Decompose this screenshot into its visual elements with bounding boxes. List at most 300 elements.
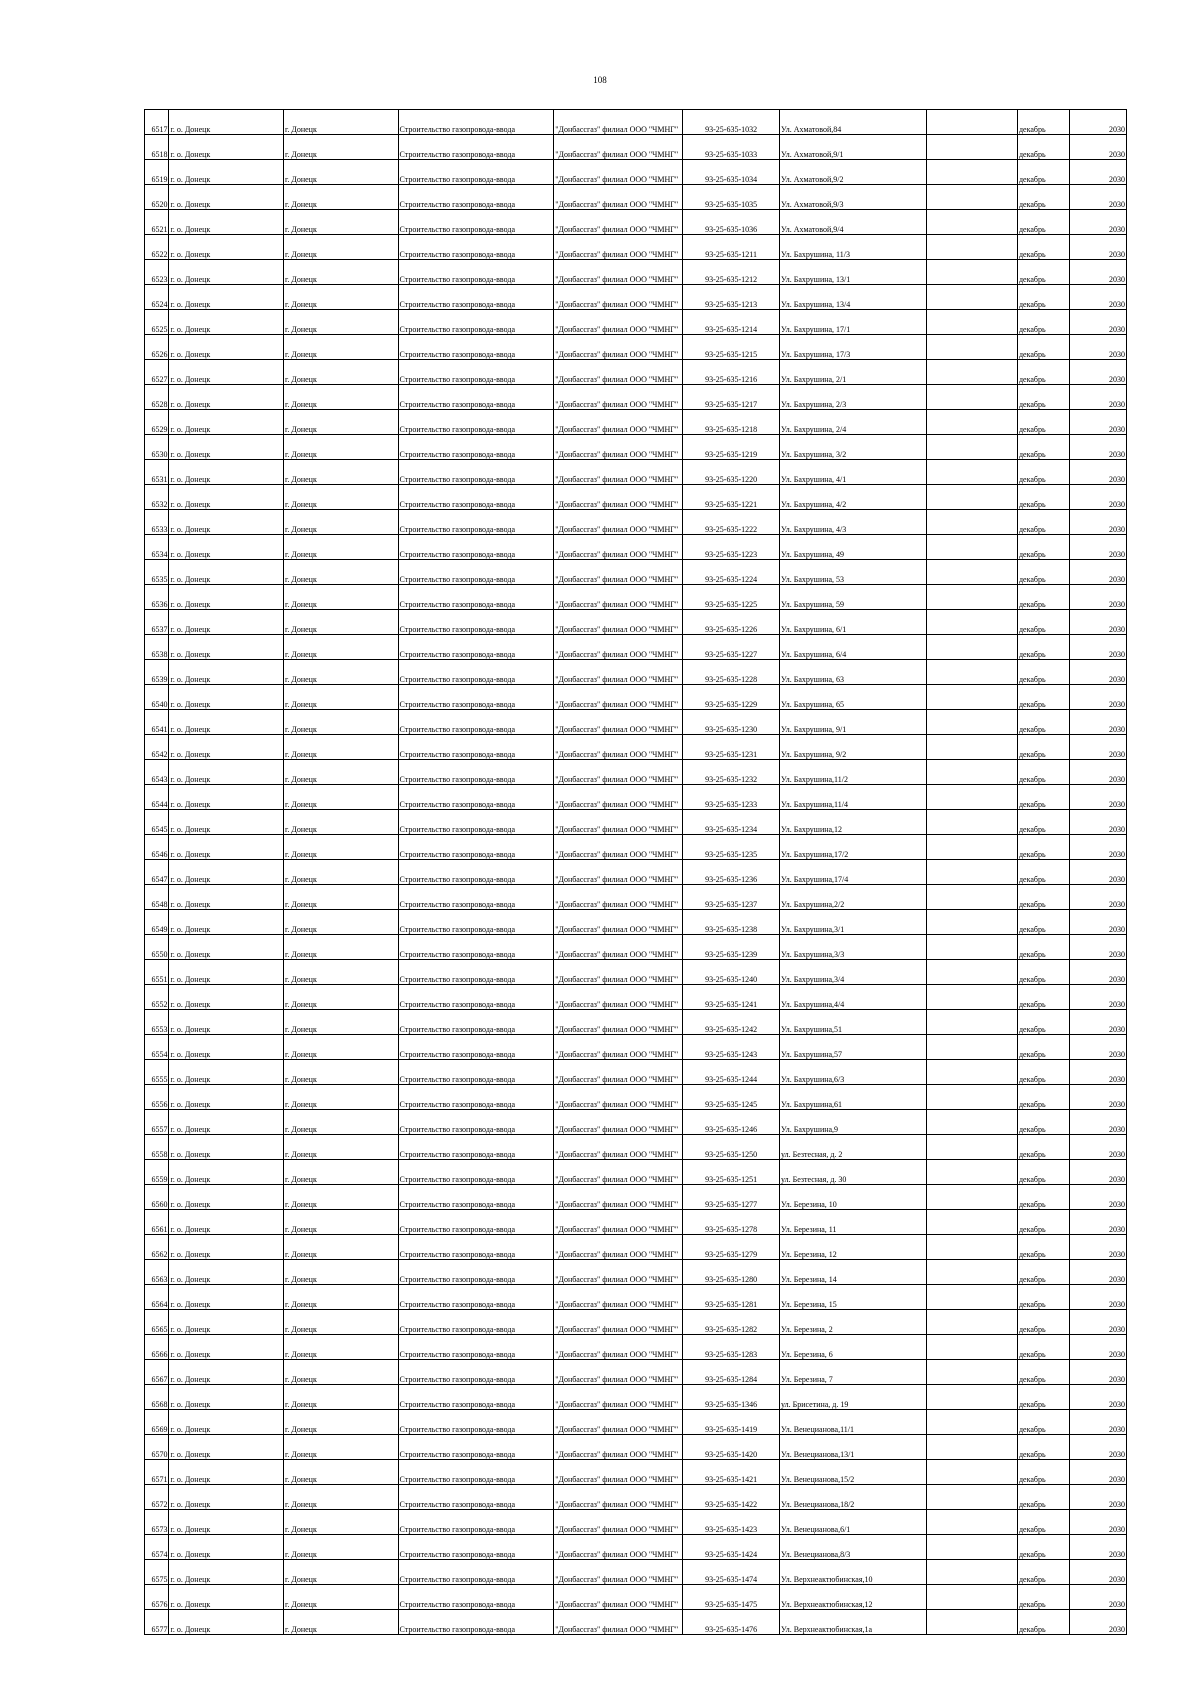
organization-cell: "Донбассгаз" филиал ООО "ЧМНГ": [554, 1560, 683, 1585]
city-cell: г. Донецк: [284, 260, 399, 285]
note-cell: [926, 1210, 1017, 1235]
work-type-cell: Строительство газопровода-ввода: [398, 1485, 554, 1510]
note-cell: [926, 585, 1017, 610]
city-cell: г. Донецк: [284, 210, 399, 235]
year-cell: 2030: [1070, 1485, 1127, 1510]
address-cell: Ул. Бахрушина,57: [779, 1035, 926, 1060]
work-type-cell: Строительство газопровода-ввода: [398, 110, 554, 135]
city-cell: г. Донецк: [284, 310, 399, 335]
month-cell: декабрь: [1017, 1385, 1069, 1410]
district-cell: г. о. Донецк: [169, 285, 284, 310]
object-code-cell: 93-25-635-1346: [683, 1385, 780, 1410]
organization-cell: "Донбассгаз" филиал ООО "ЧМНГ": [554, 1535, 683, 1560]
note-cell: [926, 1360, 1017, 1385]
year-cell: 2030: [1070, 310, 1127, 335]
month-cell: декабрь: [1017, 1585, 1069, 1610]
address-cell: Ул. Березина, 7: [779, 1360, 926, 1385]
object-code-cell: 93-25-635-1230: [683, 710, 780, 735]
district-cell: г. о. Донецк: [169, 885, 284, 910]
year-cell: 2030: [1070, 885, 1127, 910]
table-row: [145, 260, 1127, 285]
year-cell: 2030: [1070, 1160, 1127, 1185]
note-cell: [926, 885, 1017, 910]
table-row: [145, 1460, 1127, 1485]
address-cell: Ул. Бахрушина, 4/2: [779, 485, 926, 510]
address-cell: Ул. Венецианова,11/1: [779, 1410, 926, 1435]
object-code-cell: 93-25-635-1279: [683, 1235, 780, 1260]
year-cell: 2030: [1070, 185, 1127, 210]
district-cell: г. о. Донецк: [169, 960, 284, 985]
year-cell: 2030: [1070, 460, 1127, 485]
row-number-cell: 6545: [145, 810, 169, 835]
address-cell: Ул. Бахрушина, 4/1: [779, 460, 926, 485]
work-type-cell: Строительство газопровода-ввода: [398, 1460, 554, 1485]
work-type-cell: Строительство газопровода-ввода: [398, 660, 554, 685]
note-cell: [926, 1260, 1017, 1285]
note-cell: [926, 435, 1017, 460]
work-type-cell: Строительство газопровода-ввода: [398, 1610, 554, 1635]
row-number-cell: 6556: [145, 1085, 169, 1110]
year-cell: 2030: [1070, 1385, 1127, 1410]
organization-cell: "Донбассгаз" филиал ООО "ЧМНГ": [554, 1060, 683, 1085]
year-cell: 2030: [1070, 1035, 1127, 1060]
work-type-cell: Строительство газопровода-ввода: [398, 785, 554, 810]
city-cell: г. Донецк: [284, 160, 399, 185]
note-cell: [926, 1235, 1017, 1260]
city-cell: г. Донецк: [284, 185, 399, 210]
work-type-cell: Строительство газопровода-ввода: [398, 360, 554, 385]
row-number-cell: 6570: [145, 1435, 169, 1460]
object-code-cell: 93-25-635-1280: [683, 1260, 780, 1285]
note-cell: [926, 1335, 1017, 1360]
year-cell: 2030: [1070, 435, 1127, 460]
organization-cell: "Донбассгаз" филиал ООО "ЧМНГ": [554, 310, 683, 335]
year-cell: 2030: [1070, 710, 1127, 735]
work-type-cell: Строительство газопровода-ввода: [398, 1210, 554, 1235]
work-type-cell: Строительство газопровода-ввода: [398, 1510, 554, 1535]
table-row: [145, 685, 1127, 710]
object-code-cell: 93-25-635-1419: [683, 1410, 780, 1435]
city-cell: г. Донецк: [284, 1085, 399, 1110]
work-type-cell: Строительство газопровода-ввода: [398, 460, 554, 485]
note-cell: [926, 1110, 1017, 1135]
address-cell: Ул. Бахрушина,11/4: [779, 785, 926, 810]
row-number-cell: 6536: [145, 585, 169, 610]
organization-cell: "Донбассгаз" филиал ООО "ЧМНГ": [554, 1510, 683, 1535]
address-cell: Ул. Бахрушина, 11/3: [779, 235, 926, 260]
organization-cell: "Донбассгаз" филиал ООО "ЧМНГ": [554, 360, 683, 385]
table-row: [145, 235, 1127, 260]
object-code-cell: 93-25-635-1032: [683, 110, 780, 135]
row-number-cell: 6520: [145, 185, 169, 210]
year-cell: 2030: [1070, 1210, 1127, 1235]
table-row: [145, 810, 1127, 835]
row-number-cell: 6540: [145, 685, 169, 710]
table-row: [145, 710, 1127, 735]
district-cell: г. о. Донецк: [169, 910, 284, 935]
year-cell: 2030: [1070, 285, 1127, 310]
row-number-cell: 6566: [145, 1335, 169, 1360]
organization-cell: "Донбассгаз" филиал ООО "ЧМНГ": [554, 1360, 683, 1385]
organization-cell: "Донбассгаз" филиал ООО "ЧМНГ": [554, 960, 683, 985]
month-cell: декабрь: [1017, 435, 1069, 460]
address-cell: Ул. Бахрушина, 63: [779, 660, 926, 685]
city-cell: г. Донецк: [284, 1485, 399, 1510]
work-type-cell: Строительство газопровода-ввода: [398, 410, 554, 435]
year-cell: 2030: [1070, 410, 1127, 435]
table-row: [145, 760, 1127, 785]
city-cell: г. Донецк: [284, 1135, 399, 1160]
note-cell: [926, 235, 1017, 260]
district-cell: г. о. Донецк: [169, 1210, 284, 1235]
object-code-cell: 93-25-635-1228: [683, 660, 780, 685]
organization-cell: "Донбассгаз" филиал ООО "ЧМНГ": [554, 1210, 683, 1235]
year-cell: 2030: [1070, 1260, 1127, 1285]
district-cell: г. о. Донецк: [169, 860, 284, 885]
note-cell: [926, 460, 1017, 485]
row-number-cell: 6523: [145, 260, 169, 285]
note-cell: [926, 860, 1017, 885]
month-cell: декабрь: [1017, 1535, 1069, 1560]
table-row: [145, 410, 1127, 435]
year-cell: 2030: [1070, 135, 1127, 160]
district-cell: г. о. Донецк: [169, 160, 284, 185]
object-code-cell: 93-25-635-1235: [683, 835, 780, 860]
month-cell: декабрь: [1017, 210, 1069, 235]
year-cell: 2030: [1070, 660, 1127, 685]
table-row: [145, 1310, 1127, 1335]
table-row: [145, 1010, 1127, 1035]
district-cell: г. о. Донецк: [169, 810, 284, 835]
address-cell: Ул. Бахрушина, 3/2: [779, 435, 926, 460]
table-row: [145, 110, 1127, 135]
address-cell: Ул. Бахрушина, 13/4: [779, 285, 926, 310]
table-row: [145, 1485, 1127, 1510]
work-type-cell: Строительство газопровода-ввода: [398, 185, 554, 210]
organization-cell: "Донбассгаз" филиал ООО "ЧМНГ": [554, 435, 683, 460]
organization-cell: "Донбассгаз" филиал ООО "ЧМНГ": [554, 460, 683, 485]
address-cell: Ул. Березина, 11: [779, 1210, 926, 1235]
organization-cell: "Донбассгаз" филиал ООО "ЧМНГ": [554, 385, 683, 410]
city-cell: г. Донецк: [284, 885, 399, 910]
object-code-cell: 93-25-635-1284: [683, 1360, 780, 1385]
address-cell: Ул. Бахрушина,11/2: [779, 760, 926, 785]
object-code-cell: 93-25-635-1421: [683, 1460, 780, 1485]
organization-cell: "Донбассгаз" филиал ООО "ЧМНГ": [554, 1610, 683, 1635]
month-cell: декабрь: [1017, 1110, 1069, 1135]
address-cell: Ул. Бахрушина, 65: [779, 685, 926, 710]
address-cell: Ул. Бахрушина, 9/1: [779, 710, 926, 735]
year-cell: 2030: [1070, 835, 1127, 860]
month-cell: декабрь: [1017, 360, 1069, 385]
table-row: [145, 1260, 1127, 1285]
note-cell: [926, 910, 1017, 935]
table-row: [145, 385, 1127, 410]
table-row: [145, 985, 1127, 1010]
object-code-cell: 93-25-635-1282: [683, 1310, 780, 1335]
address-cell: Ул. Венецианова,6/1: [779, 1510, 926, 1535]
month-cell: декабрь: [1017, 735, 1069, 760]
work-type-cell: Строительство газопровода-ввода: [398, 860, 554, 885]
work-type-cell: Строительство газопровода-ввода: [398, 310, 554, 335]
address-cell: Ул. Бахрушина, 49: [779, 535, 926, 560]
work-type-cell: Строительство газопровода-ввода: [398, 1185, 554, 1210]
city-cell: г. Донецк: [284, 1160, 399, 1185]
year-cell: 2030: [1070, 1585, 1127, 1610]
object-code-cell: 93-25-635-1033: [683, 135, 780, 160]
address-cell: Ул. Бахрушина, 2/4: [779, 410, 926, 435]
row-number-cell: 6573: [145, 1510, 169, 1535]
city-cell: г. Донецк: [284, 1035, 399, 1060]
month-cell: декабрь: [1017, 185, 1069, 210]
month-cell: декабрь: [1017, 535, 1069, 560]
month-cell: декабрь: [1017, 835, 1069, 860]
month-cell: декабрь: [1017, 260, 1069, 285]
note-cell: [926, 1285, 1017, 1310]
address-cell: Ул. Бахрушина, 2/3: [779, 385, 926, 410]
address-cell: Ул. Верхнеактюбинская,12: [779, 1585, 926, 1610]
table-body: [145, 110, 1127, 1635]
work-type-cell: Строительство газопровода-ввода: [398, 610, 554, 635]
row-number-cell: 6550: [145, 935, 169, 960]
city-cell: г. Донецк: [284, 685, 399, 710]
district-cell: г. о. Донецк: [169, 985, 284, 1010]
year-cell: 2030: [1070, 485, 1127, 510]
work-type-cell: Строительство газопровода-ввода: [398, 960, 554, 985]
organization-cell: "Донбассгаз" филиал ООО "ЧМНГ": [554, 1460, 683, 1485]
table-row: [145, 160, 1127, 185]
year-cell: 2030: [1070, 685, 1127, 710]
year-cell: 2030: [1070, 1360, 1127, 1385]
object-code-cell: 93-25-635-1234: [683, 810, 780, 835]
table-row: [145, 310, 1127, 335]
city-cell: г. Донецк: [284, 1585, 399, 1610]
district-cell: г. о. Донецк: [169, 1535, 284, 1560]
note-cell: [926, 385, 1017, 410]
work-type-cell: Строительство газопровода-ввода: [398, 1385, 554, 1410]
year-cell: 2030: [1070, 510, 1127, 535]
note-cell: [926, 1310, 1017, 1335]
note-cell: [926, 485, 1017, 510]
month-cell: декабрь: [1017, 1235, 1069, 1260]
district-cell: г. о. Донецк: [169, 1335, 284, 1360]
city-cell: г. Донецк: [284, 1010, 399, 1035]
object-code-cell: 93-25-635-1232: [683, 760, 780, 785]
work-type-cell: Строительство газопровода-ввода: [398, 835, 554, 860]
work-type-cell: Строительство газопровода-ввода: [398, 635, 554, 660]
row-number-cell: 6527: [145, 360, 169, 385]
month-cell: декабрь: [1017, 785, 1069, 810]
district-cell: г. о. Донецк: [169, 135, 284, 160]
city-cell: г. Донецк: [284, 410, 399, 435]
month-cell: декабрь: [1017, 310, 1069, 335]
object-code-cell: 93-25-635-1476: [683, 1610, 780, 1635]
month-cell: декабрь: [1017, 1285, 1069, 1310]
note-cell: [926, 210, 1017, 235]
table-row: [145, 1135, 1127, 1160]
month-cell: декабрь: [1017, 760, 1069, 785]
year-cell: 2030: [1070, 1410, 1127, 1435]
table-row: [145, 860, 1127, 885]
row-number-cell: 6547: [145, 860, 169, 885]
object-code-cell: 93-25-635-1034: [683, 160, 780, 185]
object-code-cell: 93-25-635-1423: [683, 1510, 780, 1535]
city-cell: г. Донецк: [284, 1610, 399, 1635]
work-type-cell: Строительство газопровода-ввода: [398, 485, 554, 510]
note-cell: [926, 1135, 1017, 1160]
organization-cell: "Донбассгаз" филиал ООО "ЧМНГ": [554, 1235, 683, 1260]
organization-cell: "Донбассгаз" филиал ООО "ЧМНГ": [554, 1385, 683, 1410]
month-cell: декабрь: [1017, 285, 1069, 310]
work-type-cell: Строительство газопровода-ввода: [398, 1235, 554, 1260]
district-cell: г. о. Донецк: [169, 935, 284, 960]
city-cell: г. Донецк: [284, 1310, 399, 1335]
table-row: [145, 1110, 1127, 1135]
row-number-cell: 6537: [145, 610, 169, 635]
month-cell: декабрь: [1017, 1410, 1069, 1435]
object-code-cell: 93-25-635-1250: [683, 1135, 780, 1160]
row-number-cell: 6518: [145, 135, 169, 160]
object-code-cell: 93-25-635-1244: [683, 1060, 780, 1085]
row-number-cell: 6517: [145, 110, 169, 135]
row-number-cell: 6553: [145, 1010, 169, 1035]
address-cell: ул. Безтесная, д. 2: [779, 1135, 926, 1160]
address-cell: Ул. Бахрушина,51: [779, 1010, 926, 1035]
district-cell: г. о. Донецк: [169, 1085, 284, 1110]
city-cell: г. Донецк: [284, 1110, 399, 1135]
address-cell: Ул. Венецианова,18/2: [779, 1485, 926, 1510]
row-number-cell: 6557: [145, 1110, 169, 1135]
city-cell: г. Донецк: [284, 1360, 399, 1385]
year-cell: 2030: [1070, 810, 1127, 835]
row-number-cell: 6572: [145, 1485, 169, 1510]
organization-cell: "Донбассгаз" филиал ООО "ЧМНГ": [554, 285, 683, 310]
year-cell: 2030: [1070, 635, 1127, 660]
year-cell: 2030: [1070, 1285, 1127, 1310]
organization-cell: "Донбассгаз" филиал ООО "ЧМНГ": [554, 910, 683, 935]
organization-cell: "Донбассгаз" филиал ООО "ЧМНГ": [554, 985, 683, 1010]
note-cell: [926, 685, 1017, 710]
work-type-cell: Строительство газопровода-ввода: [398, 1310, 554, 1335]
address-cell: Ул. Бахрушина,9: [779, 1110, 926, 1135]
object-code-cell: 93-25-635-1246: [683, 1110, 780, 1135]
district-cell: г. о. Донецк: [169, 1360, 284, 1385]
city-cell: г. Донецк: [284, 1235, 399, 1260]
organization-cell: "Донбассгаз" филиал ООО "ЧМНГ": [554, 1310, 683, 1335]
address-cell: Ул. Бахрушина, 17/1: [779, 310, 926, 335]
city-cell: г. Донецк: [284, 1210, 399, 1235]
district-cell: г. о. Донецк: [169, 1460, 284, 1485]
address-cell: Ул. Бахрушина,12: [779, 810, 926, 835]
object-code-cell: 93-25-635-1245: [683, 1085, 780, 1110]
address-cell: Ул. Бахрушина,2/2: [779, 885, 926, 910]
row-number-cell: 6561: [145, 1210, 169, 1235]
work-type-cell: Строительство газопровода-ввода: [398, 235, 554, 260]
city-cell: г. Донецк: [284, 1460, 399, 1485]
object-code-cell: 93-25-635-1212: [683, 260, 780, 285]
row-number-cell: 6565: [145, 1310, 169, 1335]
note-cell: [926, 1485, 1017, 1510]
note-cell: [926, 810, 1017, 835]
work-type-cell: Строительство газопровода-ввода: [398, 1260, 554, 1285]
work-type-cell: Строительство газопровода-ввода: [398, 1110, 554, 1135]
city-cell: г. Донецк: [284, 485, 399, 510]
city-cell: г. Донецк: [284, 460, 399, 485]
object-code-cell: 93-25-635-1036: [683, 210, 780, 235]
row-number-cell: 6564: [145, 1285, 169, 1310]
city-cell: г. Донецк: [284, 110, 399, 135]
row-number-cell: 6530: [145, 435, 169, 460]
row-number-cell: 6574: [145, 1535, 169, 1560]
row-number-cell: 6563: [145, 1260, 169, 1285]
note-cell: [926, 760, 1017, 785]
address-cell: Ул. Березина, 14: [779, 1260, 926, 1285]
organization-cell: "Донбассгаз" филиал ООО "ЧМНГ": [554, 660, 683, 685]
work-type-cell: Строительство газопровода-ввода: [398, 1360, 554, 1385]
note-cell: [926, 835, 1017, 860]
city-cell: г. Донецк: [284, 435, 399, 460]
year-cell: 2030: [1070, 1135, 1127, 1160]
note-cell: [926, 185, 1017, 210]
organization-cell: "Донбассгаз" филиал ООО "ЧМНГ": [554, 1185, 683, 1210]
table-row: [145, 1435, 1127, 1460]
object-code-cell: 93-25-635-1229: [683, 685, 780, 710]
year-cell: 2030: [1070, 335, 1127, 360]
organization-cell: "Донбассгаз" филиал ООО "ЧМНГ": [554, 335, 683, 360]
row-number-cell: 6521: [145, 210, 169, 235]
district-cell: г. о. Донецк: [169, 1585, 284, 1610]
city-cell: г. Донецк: [284, 360, 399, 385]
note-cell: [926, 935, 1017, 960]
organization-cell: "Донбассгаз" филиал ООО "ЧМНГ": [554, 1135, 683, 1160]
year-cell: 2030: [1070, 360, 1127, 385]
district-cell: г. о. Донецк: [169, 1035, 284, 1060]
district-cell: г. о. Донецк: [169, 710, 284, 735]
object-code-cell: 93-25-635-1224: [683, 560, 780, 585]
note-cell: [926, 1410, 1017, 1435]
city-cell: г. Донецк: [284, 285, 399, 310]
organization-cell: "Донбассгаз" филиал ООО "ЧМНГ": [554, 935, 683, 960]
organization-cell: "Донбассгаз" филиал ООО "ЧМНГ": [554, 135, 683, 160]
address-cell: Ул. Бахрушина, 17/3: [779, 335, 926, 360]
table-row: [145, 1610, 1127, 1635]
district-cell: г. о. Донецк: [169, 1560, 284, 1585]
note-cell: [926, 610, 1017, 635]
work-type-cell: Строительство газопровода-ввода: [398, 935, 554, 960]
city-cell: г. Донецк: [284, 510, 399, 535]
month-cell: декабрь: [1017, 1435, 1069, 1460]
object-code-cell: 93-25-635-1218: [683, 410, 780, 435]
object-code-cell: 93-25-635-1231: [683, 735, 780, 760]
organization-cell: "Донбассгаз" филиал ООО "ЧМНГ": [554, 1085, 683, 1110]
row-number-cell: 6538: [145, 635, 169, 660]
organization-cell: "Донбассгаз" филиал ООО "ЧМНГ": [554, 210, 683, 235]
object-code-cell: 93-25-635-1236: [683, 860, 780, 885]
district-cell: г. о. Донецк: [169, 1110, 284, 1135]
month-cell: декабрь: [1017, 610, 1069, 635]
note-cell: [926, 1010, 1017, 1035]
table-row: [145, 960, 1127, 985]
work-type-cell: Строительство газопровода-ввода: [398, 1560, 554, 1585]
row-number-cell: 6568: [145, 1385, 169, 1410]
organization-cell: "Донбассгаз" филиал ООО "ЧМНГ": [554, 685, 683, 710]
month-cell: декабрь: [1017, 110, 1069, 135]
address-cell: Ул. Венецианова,8/3: [779, 1535, 926, 1560]
month-cell: декабрь: [1017, 160, 1069, 185]
row-number-cell: 6546: [145, 835, 169, 860]
organization-cell: "Донбассгаз" филиал ООО "ЧМНГ": [554, 1010, 683, 1035]
district-cell: г. о. Донецк: [169, 585, 284, 610]
